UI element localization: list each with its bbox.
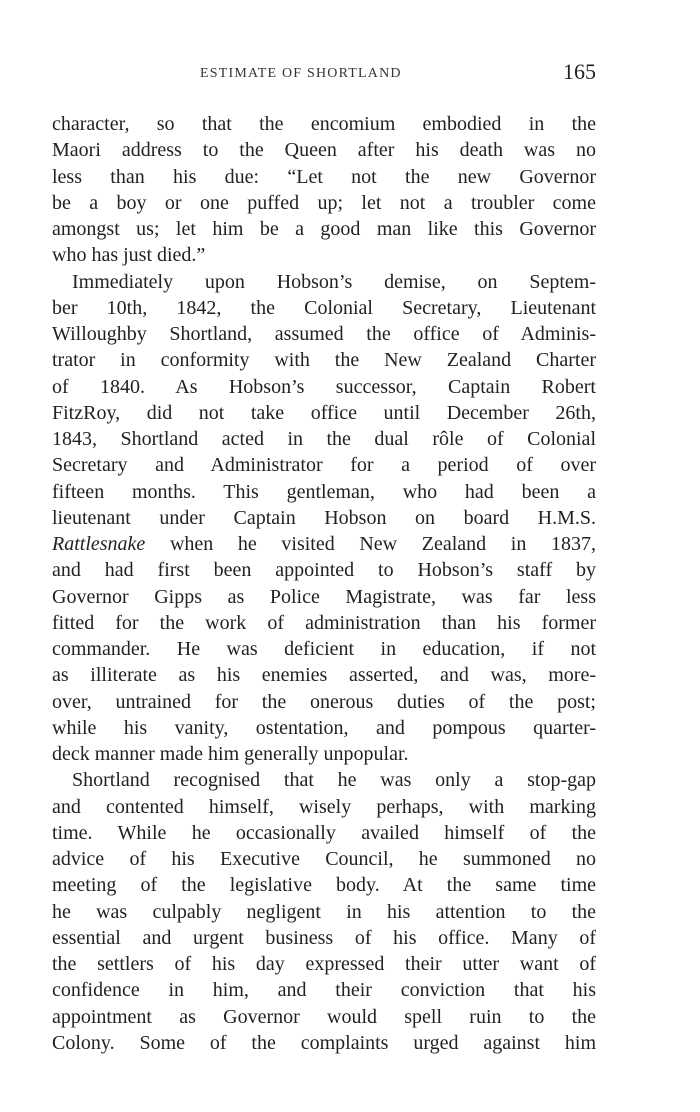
text-line-35: appointment as Governor would spell ruin to the xyxy=(52,1005,596,1028)
text-line-30: meeting of the legislative body. At the same time xyxy=(52,874,596,897)
text-line-3: less than his due: “Let not the new Governor xyxy=(52,165,596,188)
text-line-25: deck manner made him generally unpopular. xyxy=(52,743,409,765)
text-line-5: amongst us; let him be a good man like this Governor xyxy=(52,218,596,240)
text-line-14: Secretary and Administrator for a period of over xyxy=(52,454,596,477)
page-number: 165 xyxy=(563,59,596,84)
text-line-1: character, so that the encomium embodied in the xyxy=(52,113,596,135)
text-line-20: fitted for the work of administration than his former xyxy=(52,611,596,634)
text-line-17 xyxy=(52,531,596,557)
text-line-27: and contented himself, wisely perhaps, with marking xyxy=(52,795,596,818)
text-line-24: while his vanity, ostentation, and pompous quarter- xyxy=(52,716,596,739)
text-line-23: over, untrained for the onerous duties of the post; xyxy=(52,690,596,713)
text-line-16: lieutenant under Captain Hobson on board H.M.S. xyxy=(52,506,596,529)
text-line-17-rest: when he visited New Zealand in 1837, xyxy=(145,533,596,555)
text-line-18: and had first been appointed to Hobson’s staff by xyxy=(52,559,596,582)
text-line-29: advice of his Executive Council, he summoned no xyxy=(52,848,596,870)
text-line-12: FitzRoy, did not take office until December 26th, xyxy=(52,401,596,424)
text-line-31: he was culpably negligent in his attention to the xyxy=(52,900,596,923)
text-line-34: confidence in him, and their conviction that his xyxy=(52,979,596,1002)
text-line-15: fifteen months. This gentleman, who had been a xyxy=(52,480,596,503)
text-line-2: Maori address to the Queen after his death was no xyxy=(52,139,596,162)
ship-name: Rattlesnake xyxy=(52,533,146,555)
text-line-21: commander. He was deficient in education, if not xyxy=(52,638,596,660)
text-line-7: Immediately upon Hobson’s demise, on Septem- xyxy=(72,270,596,293)
text-line-26: Shortland recognised that he was only a stop-gap xyxy=(72,769,596,792)
text-line-36: Colony. Some of the complaints urged against him xyxy=(52,1031,596,1054)
text-line-19: Governor Gipps as Police Magistrate, was far less xyxy=(52,585,596,608)
text-line-13: 1843, Shortland acted in the dual rôle of Colonial xyxy=(52,428,596,450)
running-head xyxy=(52,59,596,87)
text-line-28: time. While he occasionally availed himself of the xyxy=(52,821,596,844)
running-title: ESTIMATE OF SHORTLAND xyxy=(200,66,402,81)
text-line-11: of 1840. As Hobson’s successor, Captain Robert xyxy=(52,375,596,398)
text-line-8: ber 10th, 1842, the Colonial Secretary, Lieutenant xyxy=(52,296,596,319)
body-text xyxy=(52,111,596,1056)
text-line-10: trator in conformity with the New Zealand Charter xyxy=(52,349,596,372)
text-line-9: Willoughby Shortland, assumed the office of Adminis- xyxy=(52,323,596,345)
text-line-22: as illiterate as his enemies asserted, and was, more- xyxy=(52,664,596,687)
text-line-33: the settlers of his day expressed their utter want of xyxy=(52,953,596,975)
text-line-32: essential and urgent business of his office. Many of xyxy=(52,926,596,949)
text-line-4: be a boy or one puffed up; let not a troubler come xyxy=(52,191,596,214)
text-line-6: who has just died.” xyxy=(52,244,206,267)
